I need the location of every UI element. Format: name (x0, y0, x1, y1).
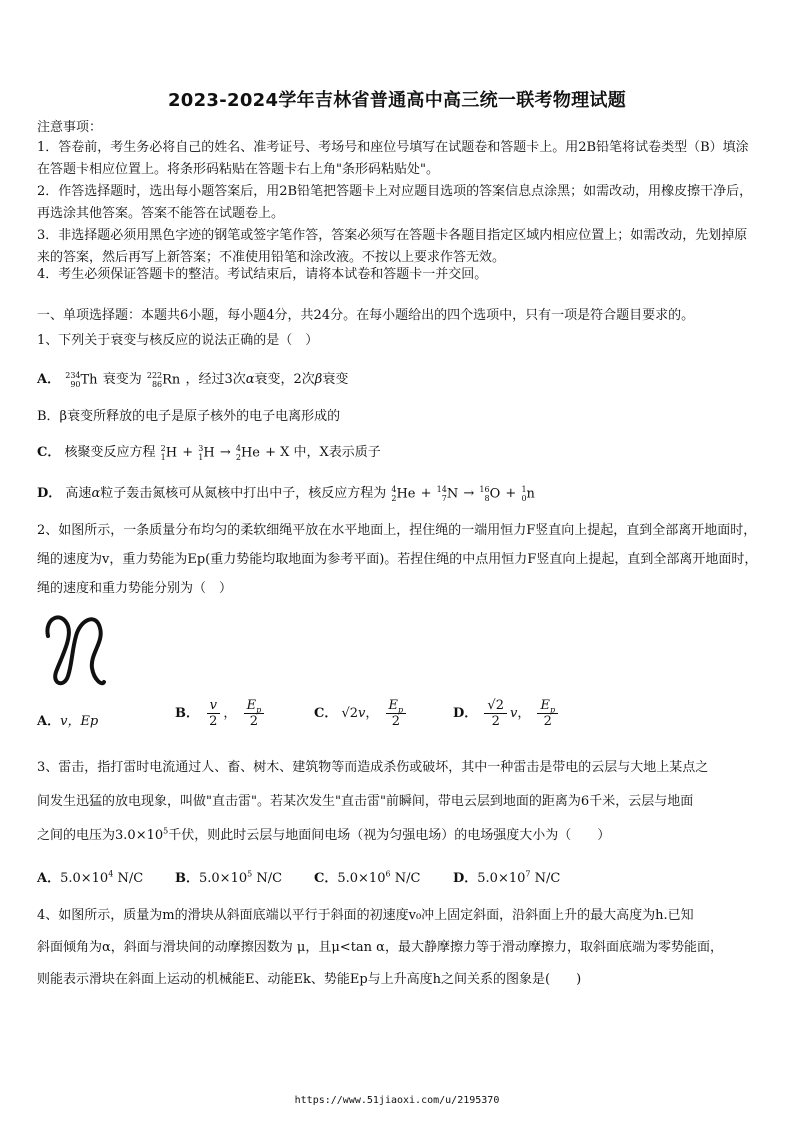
q4-line-1: 4、如图所示，质量为m的滑块从斜面底端以平行于斜面的初速度v₀冲上固定斜面，沿斜面上升的最大高度为h.已知 (37, 908, 694, 923)
q1-stem: 1、下列关于衰变与核反应的说法正确的是（ ） (37, 333, 319, 348)
q2-option-c: C． √2v， $\frac{E_p}{2}$ (314, 698, 409, 729)
notice-item-4: 4．考生必须保证答题卡的整洁。考试结束后，请将本试卷和答题卡一并交回。 (37, 267, 488, 282)
q2-option-b: B． $\frac{v}{2}$ ， $\frac{E_p}{2}$ (175, 698, 267, 729)
q2-option-a: A．v，Ep (37, 714, 99, 729)
q3-option-d: D．$5.0\times 10^7$ N/C (453, 869, 561, 886)
q1-option-b: B．β衰变所释放的电子是原子核外的电子电离形成的 (37, 409, 341, 424)
q4-line-3: 则能表示滑块在斜面上运动的机械能E、动能Ek、势能Ep与上升高度h之间关系的图象是( ) (37, 972, 582, 987)
notice-item-3: 3．非选择题必须用黑色字迹的钢笔或签字笔作答，答案必须写在答题卡各题目指定区域内相应位置上；如需改动，先划掉原来的答案，然后再写上新答案；不准使用铅笔和涂改液。不按以上要求作答无效。 (37, 228, 748, 265)
option-label: A． (37, 372, 61, 387)
q1-option-a: A． 234 90 Th 衰变为 222 86 Rn ，经过3次α衰变，2次β衰变 (37, 370, 349, 389)
notice-item-1: 1．答卷前，考生务必将自己的姓名、准考证号、考场号和座位号填写在试题卷和答题卡上。用2B铅笔将试卷类型（B）填涂在答题卡相应位置上。将条形码粘贴在答题卡右上角"条形码粘贴处"。 (37, 140, 749, 177)
rope-figure (42, 606, 108, 690)
q3-option-a: A．$5.0\times 10^4$ N/C (37, 869, 144, 886)
q3-option-c: C．$5.0\times 10^6$ N/C (314, 869, 421, 886)
q3-line-3: 之间的电压为$3.0\times 10^5$千伏，则此时云层与地面间电场（视为匀强电场）的电场强度大小为（ ） (37, 826, 611, 843)
q1-option-c: C． 核聚变反应方程 2 1 H + 3 1 H → 4 2 He + X 中，X表示质子 (37, 443, 381, 462)
notice-heading: 注意事项： (37, 120, 103, 135)
q2-option-d: D． $\frac{√2}{2}$ v， $\frac{E_p}{2}$ (453, 698, 561, 729)
q3-line-2: 间发生迅猛的放电现象，叫做"直击雷"。若某次发生"直击雷"前瞬间，带电云层到地面的距离为6千米，云层与地面 (37, 794, 694, 809)
q3-line-1: 3、雷击，指打雷时电流通过人、畜、树木、建筑物等而造成杀伤或破坏，其中一种雷击是带电的云层与大地上某点之 (37, 760, 709, 775)
nuclide-rn222: 222 86 Rn (146, 370, 181, 389)
page-title: 2023-2024学年吉林省普通高中高三统一联考物理试题 (167, 90, 627, 111)
nuclide-th234: 234 90 Th (65, 370, 98, 389)
q2-stem: 2、如图所示，一条质量分布均匀的柔软细绳平放在水平地面上，捏住绳的一端用恒力F竖直向上提起，直到全部离开地面时，绳的速度为v，重力势能为Ep(重力势能均取地面为参考平面)。若捏住绳的中点用恒力F竖直向上提起，直到全部离开地面时，绳的速度和重力势能分别为（ ） (37, 523, 758, 596)
rope-curve (47, 617, 104, 683)
footer-url: https://www.51jiaoxi.com/u/2195370 (294, 1095, 500, 1106)
q1-option-d: D． 高速α粒子轰击氮核可从氮核中打出中子，核反应方程为 4 2 He + 14 7 N → 16 8 O + 1 0 n (37, 484, 535, 503)
q3-option-b: B．$5.0\times 10^5$ N/C (175, 869, 283, 886)
notice-item-2: 2．作答选择题时，选出每小题答案后，用2B铅笔把答题卡上对应题目选项的答案信息点涂黑；如需改动，用橡皮擦干净后，再选涂其他答案。答案不能答在试题卷上。 (37, 184, 753, 221)
q4-line-2: 斜面倾角为α，斜面与滑块间的动摩擦因数为 μ，且μ<tan α，最大静摩擦力等于滑动摩擦力，取斜面底端为零势能面， (37, 940, 723, 955)
section-heading: 一、单项选择题：本题共6小题，每小题4分，共24分。在每小题给出的四个选项中，只有一项是符合题目要求的。 (37, 308, 695, 323)
